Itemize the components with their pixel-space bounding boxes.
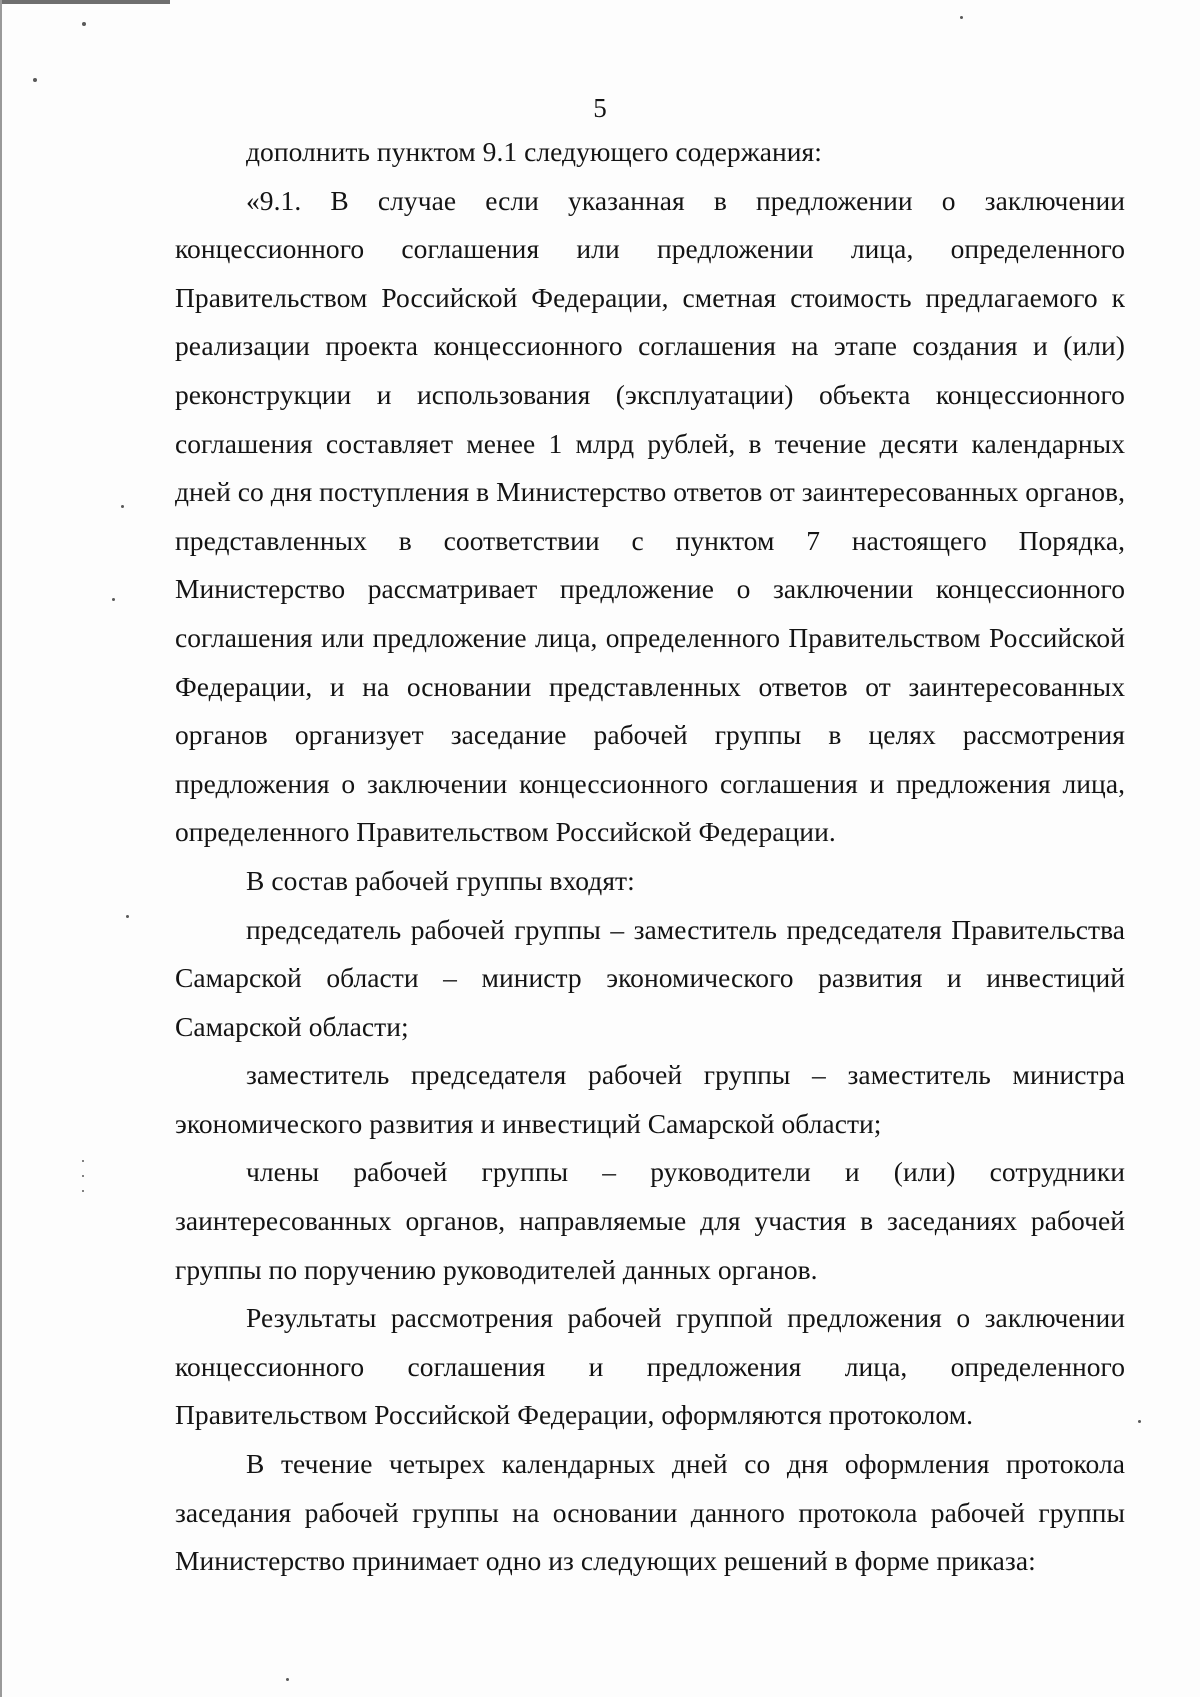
scan-speck — [33, 78, 37, 82]
paragraph-deputy-chairman: заместитель председателя рабочей группы – заместитель министра экономического развития и инвестиций Самарской области; — [175, 1059, 1125, 1139]
scan-left-edge — [0, 0, 2, 1697]
scan-speck — [121, 505, 124, 508]
paragraph-chairman: председатель рабочей группы – заместитель председателя Правительства Самарской области – министр экономического развития и инвестиций Самарской области; — [175, 913, 1125, 1042]
scan-speck — [1138, 1420, 1141, 1423]
scan-top-edge — [0, 0, 170, 4]
scan-speck — [112, 598, 115, 601]
paragraph-members: члены рабочей группы – руководители и (или) сотрудники заинтересованных органов, направляемые для участия в заседаниях рабочей группы по поручению руководителей данных органов. — [175, 1156, 1125, 1285]
scan-speck — [960, 16, 963, 19]
scan-speck — [82, 22, 86, 26]
paragraph-9-1: «9.1. В случае если указанная в предложении о заключении концессионного соглашения или предложении лица, определенного Правительством Российской Федерации, сметная стоимость предлагаемого к реализации проекта концессионного соглашения на этапе создания и (или) реконструкции и использования (эксплуатации) объекта концессионного соглашения составляет менее 1 млрд рублей, в течение десяти календарных дней со дня поступления в Министерство ответов от заинтересованных органов, представленных в соответствии с пунктом 7 настоящего Порядка, Министерство рассматривает предложение о заключении концессионного соглашения или предложение лица, определенного Правительством Российской Федерации, и на основании представленных ответов от заинтересованных органов организует заседание рабочей группы в целях рассмотрения предложения о заключении концессионного соглашения и предложения лица, определенного Правительством Российской Федерации. — [175, 184, 1125, 848]
scan-speck — [82, 1175, 84, 1177]
paragraph-working-group: В состав рабочей группы входят: — [246, 864, 635, 896]
page-number: 5 — [593, 93, 607, 123]
scan-speck — [126, 915, 129, 918]
paragraph-intro: дополнить пунктом 9.1 следующего содержания: — [246, 136, 822, 167]
document-body — [175, 128, 1125, 1586]
paragraph-decisions: В течение четырех календарных дней со дня оформления протокола заседания рабочей группы на основании данного протокола рабочей группы Министерство принимает одно из следующих решений в форме приказа: — [175, 1448, 1125, 1577]
scan-speck — [82, 1190, 84, 1192]
scan-speck — [286, 1678, 289, 1681]
scan-speck — [82, 1160, 84, 1162]
paragraph-results: Результаты рассмотрения рабочей группой предложения о заключении концессионного соглашения и предложения лица, определенного Правительством Российской Федерации, оформляются протоколом. — [175, 1302, 1125, 1431]
